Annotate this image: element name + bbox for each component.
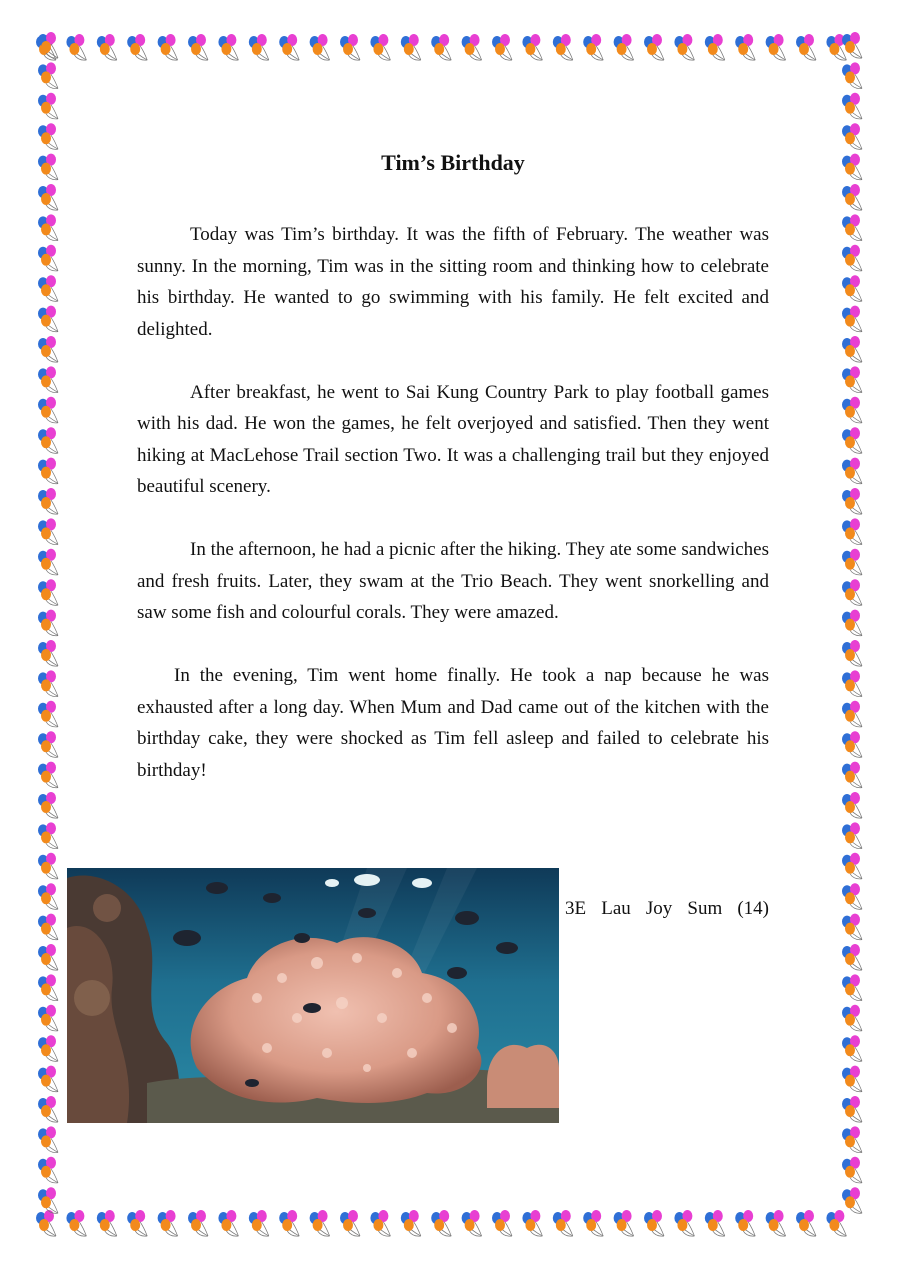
balloon-icon bbox=[583, 34, 603, 60]
balloon-icon bbox=[38, 1096, 58, 1122]
balloon-icon bbox=[401, 1210, 421, 1236]
balloon-icon bbox=[674, 34, 694, 60]
balloon-icon bbox=[158, 1210, 178, 1236]
balloon-icon bbox=[279, 1210, 299, 1236]
balloon-icon bbox=[705, 1210, 725, 1236]
balloon-icon bbox=[842, 184, 862, 210]
balloon-icon bbox=[188, 34, 208, 60]
balloon-icon bbox=[842, 853, 862, 879]
balloon-icon bbox=[842, 93, 862, 119]
balloon-icon bbox=[462, 1210, 482, 1236]
balloon-icon bbox=[842, 579, 862, 605]
balloon-icon bbox=[38, 62, 58, 88]
balloon-icon bbox=[553, 34, 573, 60]
balloon-icon bbox=[370, 34, 390, 60]
balloon-icon bbox=[310, 1210, 330, 1236]
balloon-icon bbox=[38, 1066, 58, 1092]
balloon-icon bbox=[644, 1210, 664, 1236]
balloon-icon bbox=[249, 34, 269, 60]
balloon-icon bbox=[842, 32, 862, 58]
coral-reef-photo bbox=[67, 868, 559, 1123]
balloon-icon bbox=[842, 123, 862, 149]
balloon-icon bbox=[842, 366, 862, 392]
balloon-icon bbox=[796, 1210, 816, 1236]
balloon-icon bbox=[38, 32, 58, 58]
balloon-icon bbox=[188, 1210, 208, 1236]
balloon-icon bbox=[614, 1210, 634, 1236]
balloon-icon bbox=[97, 1210, 117, 1236]
balloon-icon bbox=[492, 1210, 512, 1236]
balloon-icon bbox=[38, 640, 58, 666]
balloon-icon bbox=[842, 306, 862, 332]
balloon-icon bbox=[38, 1035, 58, 1061]
paragraph-3: In the afternoon, he had a picnic after the hiking. They ate some sandwiches and fresh fruits. Later, they swam at the Trio Beach. They went snorkelling and saw some fish and colourful corals. They were amazed. bbox=[137, 539, 769, 623]
balloon-icon bbox=[249, 1210, 269, 1236]
balloon-icon bbox=[796, 34, 816, 60]
balloon-icon bbox=[735, 1210, 755, 1236]
balloon-border-bottom bbox=[34, 1208, 872, 1240]
balloon-icon bbox=[842, 1035, 862, 1061]
balloon-icon bbox=[842, 427, 862, 453]
balloon-icon bbox=[38, 214, 58, 240]
balloon-icon bbox=[38, 610, 58, 636]
balloon-icon bbox=[705, 34, 725, 60]
balloon-icon bbox=[38, 123, 58, 149]
author-credit: 3E Lau Joy Sum (14) bbox=[565, 898, 769, 919]
balloon-icon bbox=[38, 93, 58, 119]
balloon-icon bbox=[38, 822, 58, 848]
balloon-icon bbox=[38, 245, 58, 271]
balloon-icon bbox=[842, 974, 862, 1000]
balloon-icon bbox=[127, 1210, 147, 1236]
balloon-icon bbox=[674, 1210, 694, 1236]
balloon-icon bbox=[38, 670, 58, 696]
balloon-icon bbox=[842, 731, 862, 757]
balloon-icon bbox=[38, 883, 58, 909]
balloon-icon bbox=[38, 579, 58, 605]
balloon-icon bbox=[842, 275, 862, 301]
balloon-icon bbox=[842, 488, 862, 514]
balloon-icon bbox=[38, 458, 58, 484]
balloon-icon bbox=[842, 549, 862, 575]
balloon-icon bbox=[842, 1157, 862, 1183]
balloon-icon bbox=[38, 974, 58, 1000]
balloon-icon bbox=[340, 1210, 360, 1236]
balloon-icon bbox=[735, 34, 755, 60]
balloon-icon bbox=[842, 640, 862, 666]
balloon-icon bbox=[842, 701, 862, 727]
balloon-icon bbox=[431, 1210, 451, 1236]
balloon-icon bbox=[127, 34, 147, 60]
balloon-icon bbox=[842, 944, 862, 970]
balloon-icon bbox=[38, 792, 58, 818]
balloon-icon bbox=[66, 34, 86, 60]
balloon-icon bbox=[842, 458, 862, 484]
balloon-icon bbox=[644, 34, 664, 60]
balloon-icon bbox=[553, 1210, 573, 1236]
balloon-icon bbox=[842, 670, 862, 696]
balloon-icon bbox=[38, 1157, 58, 1183]
balloon-icon bbox=[842, 154, 862, 180]
balloon-border-top bbox=[34, 32, 872, 64]
balloon-icon bbox=[340, 34, 360, 60]
balloon-icon bbox=[38, 1126, 58, 1152]
balloon-icon bbox=[842, 62, 862, 88]
balloon-icon bbox=[842, 822, 862, 848]
balloon-border-right bbox=[838, 32, 870, 1240]
balloon-icon bbox=[492, 34, 512, 60]
paragraph-4: In the evening, Tim went home finally. He took a nap because he was exhausted after a long day. When Mum and Dad came out of the kitchen with the birthday cake, they were shocked as Tim fell asleep and failed to celebrate his birthday! bbox=[137, 665, 769, 781]
balloon-icon bbox=[842, 1187, 862, 1213]
balloon-icon bbox=[38, 701, 58, 727]
balloon-icon bbox=[38, 853, 58, 879]
balloon-icon bbox=[842, 914, 862, 940]
balloon-icon bbox=[766, 1210, 786, 1236]
balloon-icon bbox=[842, 1096, 862, 1122]
balloon-icon bbox=[842, 792, 862, 818]
balloon-icon bbox=[38, 944, 58, 970]
balloon-icon bbox=[38, 731, 58, 757]
balloon-icon bbox=[97, 34, 117, 60]
balloon-icon bbox=[842, 1126, 862, 1152]
balloon-icon bbox=[522, 1210, 542, 1236]
balloon-icon bbox=[38, 336, 58, 362]
balloon-icon bbox=[38, 1005, 58, 1031]
balloon-icon bbox=[842, 518, 862, 544]
document-title: Tim’s Birthday bbox=[381, 150, 525, 175]
balloon-icon bbox=[431, 34, 451, 60]
paragraph-1: Today was Tim’s birthday. It was the fifth of February. The weather was sunny. In the morning, Tim was in the sitting room and thinking how to celebrate his birthday. He wanted to go swimming with his family. He felt excited and delighted. bbox=[137, 224, 769, 340]
balloon-icon bbox=[38, 154, 58, 180]
balloon-icon bbox=[522, 34, 542, 60]
balloon-icon bbox=[38, 184, 58, 210]
balloon-icon bbox=[462, 34, 482, 60]
balloon-icon bbox=[401, 34, 421, 60]
balloon-icon bbox=[370, 1210, 390, 1236]
balloon-icon bbox=[38, 275, 58, 301]
balloon-icon bbox=[38, 762, 58, 788]
balloon-icon bbox=[614, 34, 634, 60]
balloon-icon bbox=[66, 1210, 86, 1236]
balloon-icon bbox=[842, 1066, 862, 1092]
paragraph-2: After breakfast, he went to Sai Kung Country Park to play football games with his dad. He won the games, he felt overjoyed and satisfied. Then they went hiking at MacLehose Trail section Two. It was a challenging trail but they enjoyed beautiful scenery. bbox=[137, 381, 769, 497]
balloon-icon bbox=[279, 34, 299, 60]
balloon-icon bbox=[842, 762, 862, 788]
balloon-icon bbox=[38, 427, 58, 453]
balloon-icon bbox=[842, 214, 862, 240]
balloon-icon bbox=[842, 397, 862, 423]
balloon-icon bbox=[842, 336, 862, 362]
balloon-icon bbox=[218, 1210, 238, 1236]
balloon-icon bbox=[842, 883, 862, 909]
balloon-icon bbox=[38, 549, 58, 575]
balloon-icon bbox=[38, 306, 58, 332]
story-body bbox=[137, 219, 769, 818]
balloon-icon bbox=[310, 34, 330, 60]
balloon-icon bbox=[38, 518, 58, 544]
balloon-icon bbox=[38, 914, 58, 940]
balloon-icon bbox=[38, 1187, 58, 1213]
balloon-icon bbox=[842, 1005, 862, 1031]
balloon-icon bbox=[38, 366, 58, 392]
balloon-icon bbox=[842, 245, 862, 271]
balloon-icon bbox=[766, 34, 786, 60]
balloon-icon bbox=[38, 488, 58, 514]
balloon-icon bbox=[38, 397, 58, 423]
balloon-icon bbox=[842, 610, 862, 636]
balloon-icon bbox=[218, 34, 238, 60]
balloon-icon bbox=[583, 1210, 603, 1236]
balloon-border-left bbox=[34, 32, 66, 1240]
balloon-icon bbox=[158, 34, 178, 60]
